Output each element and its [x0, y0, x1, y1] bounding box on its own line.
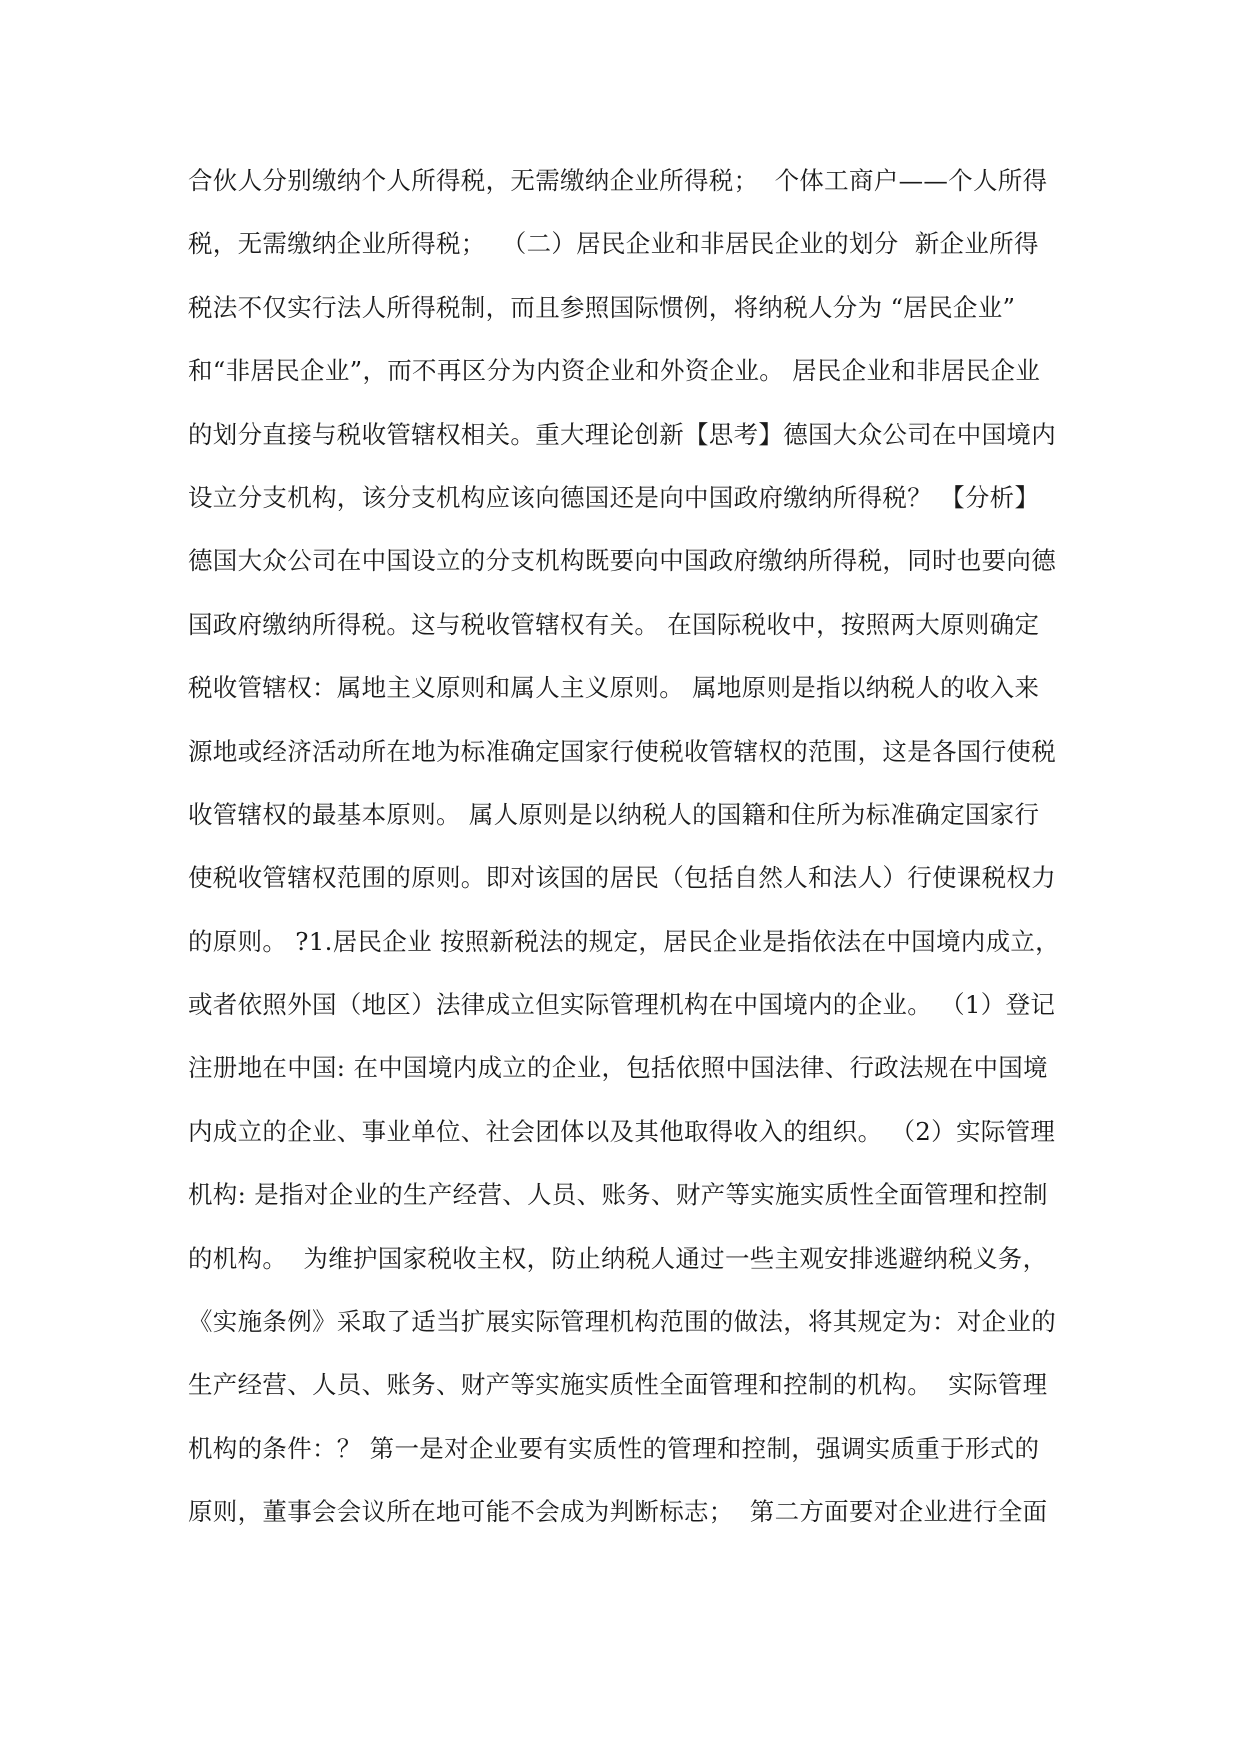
text-line: 设立分支机构，该分支机构应该向德国还是向中国政府缴纳所得税？ 【分析】 — [188, 482, 1040, 512]
text-line: 机构的条件：？ 第一是对企业要有实质性的管理和控制，强调实质重于形式的 — [188, 1433, 1040, 1463]
text-line: 机构: 是指对企业的生产经营、人员、账务、财产等实施实质性全面管理和控制 — [188, 1180, 1048, 1210]
text-line: 的机构。 为维护国家税收主权，防止纳税人通过一些主观安排逃避纳税义务， — [188, 1243, 1048, 1273]
text-line: 税，无需缴纳企业所得税； （二）居民企业和非居民企业的划分 新企业所得 — [188, 229, 1039, 259]
text-line: 税收管辖权：属地主义原则和属人主义原则。 属地原则是指以纳税人的收入来 — [188, 673, 1040, 703]
text-line: 注册地在中国: 在中国境内成立的企业，包括依照中国法律、行政法规在中国境 — [188, 1053, 1048, 1083]
text-line: 使税收管辖权范围的原则。即对该国的居民（包括自然人和法人）行使课税权力 — [188, 863, 1056, 893]
text-line: 内成立的企业、事业单位、社会团体以及其他取得收入的组织。 （2）实际管理 — [188, 1116, 1056, 1146]
text-line: 和“非居民企业”，而不再区分为内资企业和外资企业。 居民企业和非居民企业 — [188, 356, 1041, 386]
text-line: 收管辖权的最基本原则。 属人原则是以纳税人的国籍和住所为标准确定国家行 — [188, 799, 1040, 829]
text-line: 合伙人分别缴纳个人所得税，无需缴纳企业所得税； 个体工商户——个人所得 — [188, 166, 1048, 195]
body-text — [188, 166, 1068, 1561]
text-line: 国政府缴纳所得税。这与税收管辖权有关。 在国际税收中，按照两大原则确定 — [188, 609, 1040, 639]
text-line: 的原则。 ?1.居民企业 按照新税法的规定，居民企业是指依法在中国境内成立， — [188, 926, 1060, 956]
text-line: 的划分直接与税收管辖权相关。重大理论创新【思考】德国大众公司在中国境内 — [188, 419, 1056, 449]
text-line: 生产经营、人员、账务、财产等实施实质性全面管理和控制的机构。 实际管理 — [188, 1370, 1048, 1400]
text-line: 源地或经济活动所在地为标准确定国家行使税收管辖权的范围，这是各国行使税 — [188, 736, 1056, 766]
text-line: 或者依照外国（地区）法律成立但实际管理机构在中国境内的企业。 （1）登记 — [188, 990, 1056, 1020]
text-line: 原则，董事会会议所在地可能不会成为判断标志； 第二方面要对企业进行全面 — [188, 1497, 1048, 1527]
text-line: 税法不仅实行法人所得税制，而且参照国际惯例，将纳税人分为 “居民企业” — [188, 292, 1016, 322]
text-line: 德国大众公司在中国设立的分支机构既要向中国政府缴纳所得税，同时也要向德 — [188, 546, 1056, 576]
text-line: 《实施条例》采取了适当扩展实际管理机构范围的做法，将其规定为：对企业的 — [188, 1307, 1056, 1337]
